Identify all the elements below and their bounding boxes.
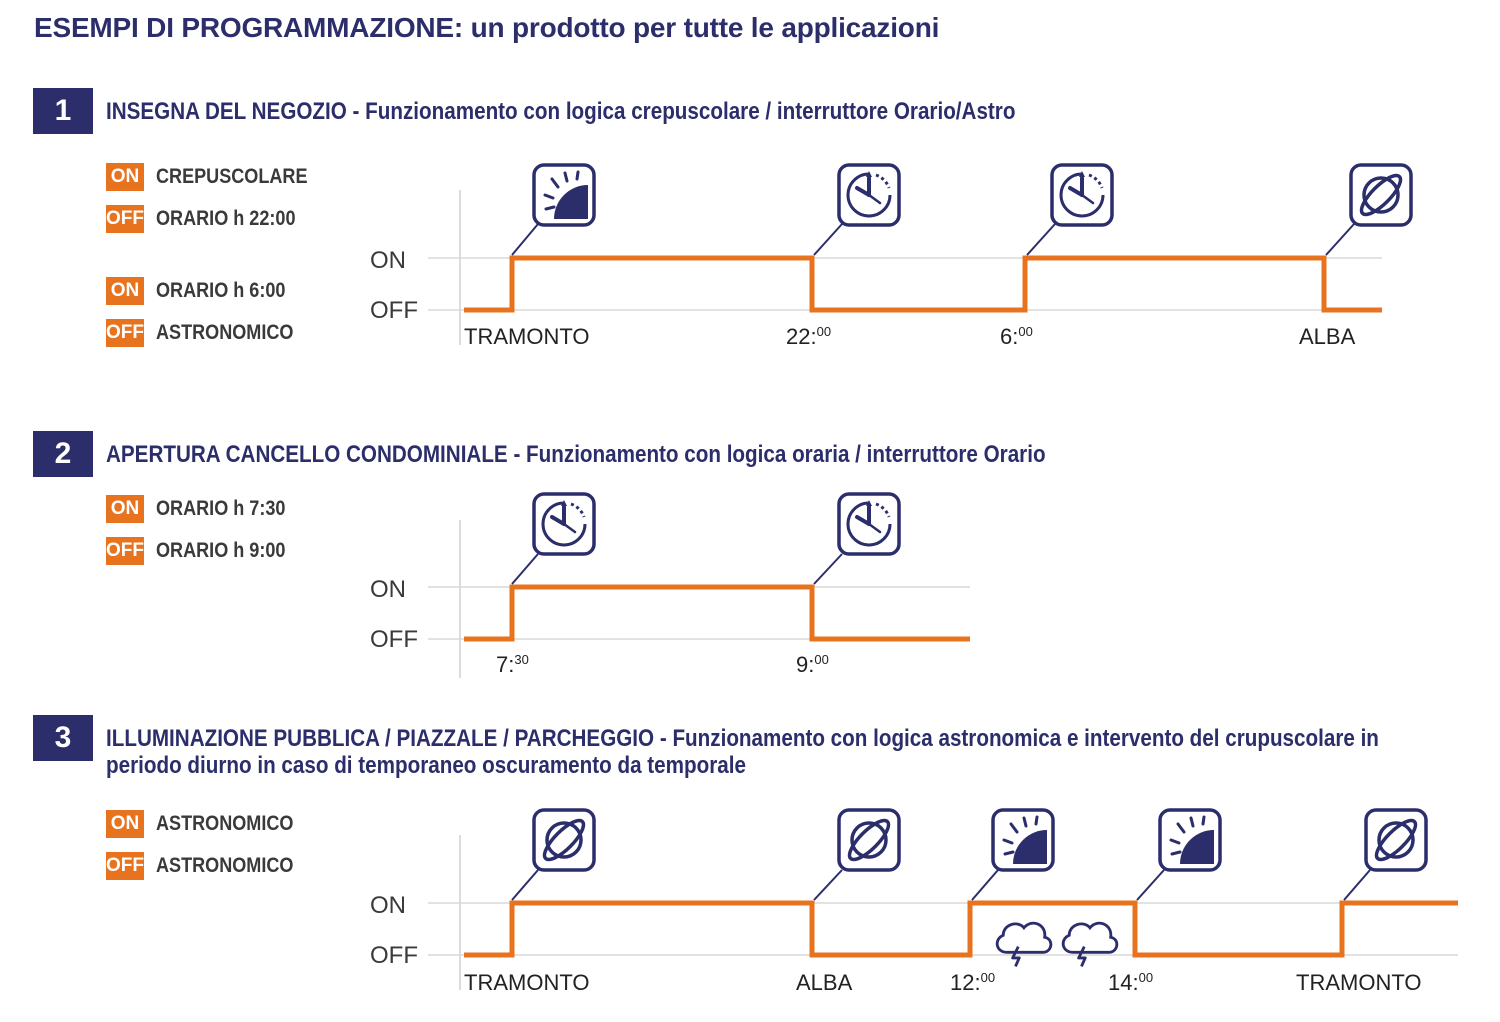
axis-off-label: OFF <box>370 297 418 324</box>
section-2-number: 2 <box>33 431 93 477</box>
event-label: TRAMONTO <box>1296 970 1422 995</box>
icon-pointer <box>814 224 842 255</box>
astronomic-icon <box>1366 810 1426 870</box>
legend-label: ORARIO h 9:00 <box>156 539 286 562</box>
crepuscular-icon <box>993 810 1053 870</box>
state-badge: ON <box>106 495 144 523</box>
event-label: 22:$^{00}$ <box>786 324 832 349</box>
diagram-1 <box>370 165 1411 349</box>
signal-line <box>464 587 970 639</box>
legend-label: ORARIO h 7:30 <box>156 497 286 520</box>
diagram-3 <box>370 810 1458 995</box>
axis-off-label: OFF <box>370 942 418 969</box>
signal-line <box>464 903 1458 955</box>
state-badge: ON <box>106 810 144 838</box>
icon-pointer <box>1027 224 1055 255</box>
section-1-heading: INSEGNA DEL NEGOZIO - Funzionamento con logica crepuscolare / interruttore Orario/Astro <box>106 98 1016 125</box>
axis-on-label: ON <box>370 247 406 274</box>
legend-label: ORARIO h 22:00 <box>156 207 296 230</box>
section-3-number: 3 <box>33 715 93 761</box>
section-3-heading-line2: periodo diurno in caso di temporaneo oscuramento da temporale <box>106 752 746 779</box>
event-label: TRAMONTO <box>464 324 590 349</box>
icon-pointer <box>512 224 538 255</box>
icon-pointer <box>814 554 842 584</box>
icon-pointer <box>512 554 538 584</box>
section-3-heading-line1: ILLUMINAZIONE PUBBLICA / PIAZZALE / PARCHEGGIO - Funzionamento con logica astronomica e intervento del crupuscolare in <box>106 725 1379 752</box>
state-badge: OFF <box>106 852 144 880</box>
event-label: 7:$^{30}$ <box>496 652 529 677</box>
state-badge: OFF <box>106 319 144 347</box>
title-bold: ESEMPI DI PROGRAMMAZIONE: <box>34 12 464 43</box>
icon-pointer <box>1344 870 1370 900</box>
clock-icon <box>1052 165 1112 225</box>
axis-off-label: OFF <box>370 626 418 653</box>
section-1-number: 1 <box>33 88 93 134</box>
crepuscular-icon <box>534 165 594 225</box>
icon-pointer <box>972 870 998 900</box>
state-badge: ON <box>106 163 144 191</box>
event-label: ALBA <box>1299 324 1356 349</box>
legend-label: ASTRONOMICO <box>156 812 294 835</box>
state-badge: ON <box>106 277 144 305</box>
axis-on-label: ON <box>370 576 406 603</box>
astronomic-icon <box>839 810 899 870</box>
event-label: 14:$^{00}$ <box>1108 970 1154 995</box>
clock-icon <box>839 494 899 554</box>
astronomic-icon <box>534 810 594 870</box>
clock-icon <box>534 494 594 554</box>
legend-label: CREPUSCOLARE <box>156 165 308 188</box>
state-badge: OFF <box>106 537 144 565</box>
icon-pointer <box>1137 870 1164 900</box>
state-badge: OFF <box>106 205 144 233</box>
astronomic-icon <box>1351 165 1411 225</box>
storm-cloud-icon <box>997 923 1051 966</box>
signal-line <box>464 258 1382 310</box>
event-label: TRAMONTO <box>464 970 590 995</box>
icon-pointer <box>814 870 842 900</box>
axis-on-label: ON <box>370 892 406 919</box>
legend-label: ASTRONOMICO <box>156 321 294 344</box>
diagram-2 <box>370 494 970 678</box>
event-label: 6:$^{00}$ <box>1000 324 1033 349</box>
legend-label: ASTRONOMICO <box>156 854 294 877</box>
clock-icon <box>839 165 899 225</box>
section-2-heading: APERTURA CANCELLO CONDOMINIALE - Funzionamento con logica oraria / interruttore Orario <box>106 441 1046 468</box>
event-label: ALBA <box>796 970 853 995</box>
icon-pointer <box>1326 224 1354 255</box>
icon-pointer <box>512 870 538 900</box>
event-label: 9:$^{00}$ <box>796 652 829 677</box>
title-rest: un prodotto per tutte le applicazioni <box>463 12 940 43</box>
legend-label: ORARIO h 6:00 <box>156 279 286 302</box>
event-label: 12:$^{00}$ <box>950 970 996 995</box>
crepuscular-icon <box>1160 810 1220 870</box>
storm-cloud-icon <box>1063 923 1117 966</box>
